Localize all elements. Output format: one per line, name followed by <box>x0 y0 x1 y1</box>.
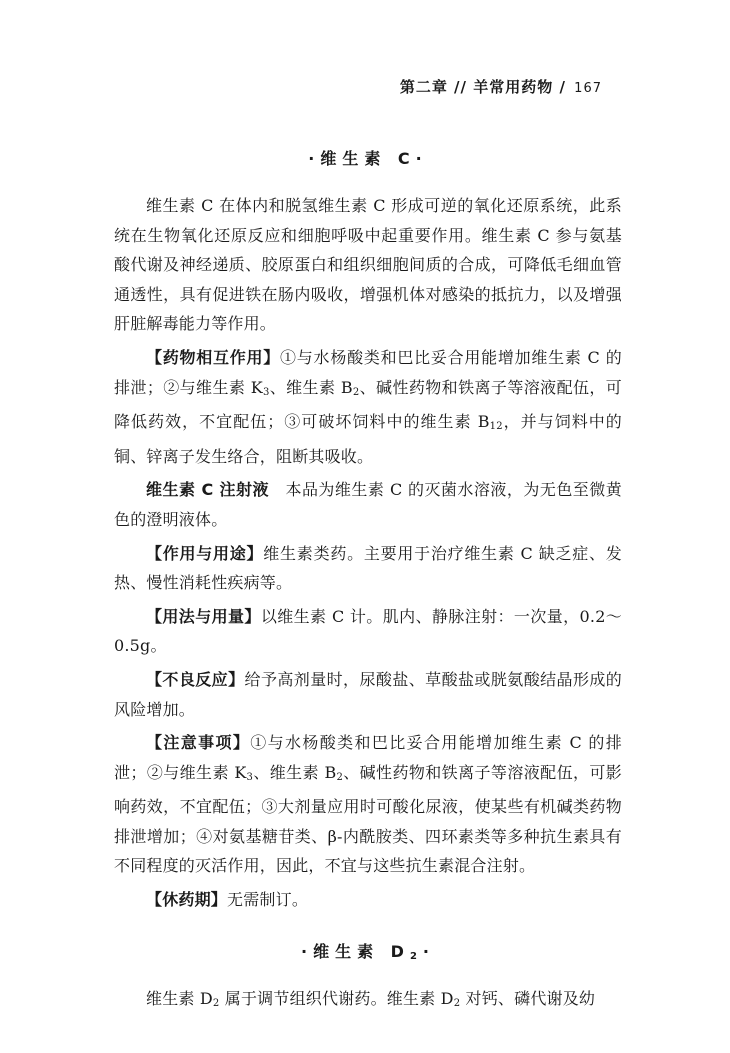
withdrawal-label: 【休药期】 <box>146 890 228 910</box>
notes-text-b: 、维生素 B <box>253 762 337 782</box>
use-text: 维生素类药。主要用于治疗维生素 C 缺乏症、发热、慢性消耗性疾病等。 <box>114 543 622 593</box>
notes-sub-1: 3 <box>246 771 254 783</box>
interaction-sub-2: 2 <box>352 386 360 398</box>
section-title-vitamin-d2 <box>114 939 622 962</box>
dose-label: 【用法与用量】 <box>146 606 261 626</box>
page-body <box>114 146 622 1022</box>
use-paragraph <box>114 539 622 598</box>
product-paragraph <box>114 475 622 534</box>
drug-interaction-paragraph <box>114 343 622 471</box>
running-header <box>400 76 602 97</box>
drug-interaction-label: 【药物相互作用】 <box>146 347 281 367</box>
d2-title-sub: 2 <box>409 950 423 962</box>
adverse-paragraph <box>114 665 622 724</box>
notes-sub-2: 2 <box>336 771 343 783</box>
adverse-text: 给予高剂量时，尿酸盐、草酸盐或胱氨酸结晶形成的风险增加。 <box>114 669 622 719</box>
interaction-text-b: 、维生素 B <box>269 377 353 397</box>
vitamin-d2-intro <box>114 984 622 1019</box>
use-label: 【作用与用途】 <box>146 543 264 563</box>
interaction-text-a: ①与水杨酸类和巴比妥合用能增加维生素 C 的排泄；②与维生素 K <box>114 347 622 397</box>
notes-label: 【注意事项】 <box>146 733 251 753</box>
d2-intro-sub-1: 2 <box>212 997 220 1009</box>
page-number: 167 <box>574 81 602 96</box>
d2-intro-a: 维生素 D <box>146 988 213 1008</box>
dose-paragraph <box>114 602 622 661</box>
product-description: 本品为维生素 C 的灭菌水溶液，为无色至微黄色的澄明液体。 <box>114 480 622 529</box>
notes-paragraph <box>114 728 622 881</box>
notes-text-a: ①与水杨酸类和巴比妥合用能增加维生素 C 的排泄；②与维生素 K <box>114 733 622 782</box>
section-title-vitamin-c: ·维生素 C· <box>308 149 428 168</box>
d2-intro-sub-2: 2 <box>453 997 461 1009</box>
d2-intro-b: 属于调节组织代谢药。维生素 D <box>219 988 454 1008</box>
interaction-text-c: 、碱性药物和铁离子等溶液配伍，可降低药效，不宜配伍；③可破坏饲料中的维生素 B <box>114 377 623 432</box>
interaction-sub-1: 3 <box>262 386 270 398</box>
d2-intro-c: 对钙、磷代谢及幼 <box>460 988 596 1008</box>
interaction-text-d: ，并与饲料中的铜、锌离子发生络合，阻断其吸收。 <box>114 412 622 466</box>
dose-text: 以维生素 C 计。肌内、静脉注射：一次量，0.2～0.5g。 <box>114 606 622 656</box>
withdrawal-text: 无需制订。 <box>227 890 309 910</box>
vitamin-c-intro: 维生素 C 在体内和脱氢维生素 C 形成可逆的氧化还原系统，此系统在生物氧化还原反应和细胞呼吸中起重要作用。维生素 C 参与氨基酸代谢及神经递质、胶原蛋白和组织细胞间质的合成，可降低毛细血管通透性，具有促进铁在肠内吸收，增强机体对感染的抵抗力，以及增强肝脏解毒能力等作用。 <box>114 196 622 334</box>
header-text: 第二章 // 羊常用药物 / <box>399 78 566 96</box>
withdrawal-paragraph <box>114 885 622 915</box>
d2-title-end: · <box>422 941 435 961</box>
product-name: 维生素 C 注射液 <box>146 480 269 500</box>
adverse-label: 【不良反应】 <box>146 669 245 689</box>
d2-title-text: ·维生素 D <box>301 941 410 961</box>
interaction-sub-3: 12 <box>489 421 503 433</box>
notes-text-c: 、碱性药物和铁离子等溶液配伍，可影响药效，不宜配伍；③大剂量应用时可酸化尿液，使某些有机碱类药物排泄增加；④对氨基糖苷类、β-内酰胺类、四环素类等多种抗生素具有不同程度的灭活作用，因此，不宜与这些抗生素混合注射。 <box>114 762 623 876</box>
